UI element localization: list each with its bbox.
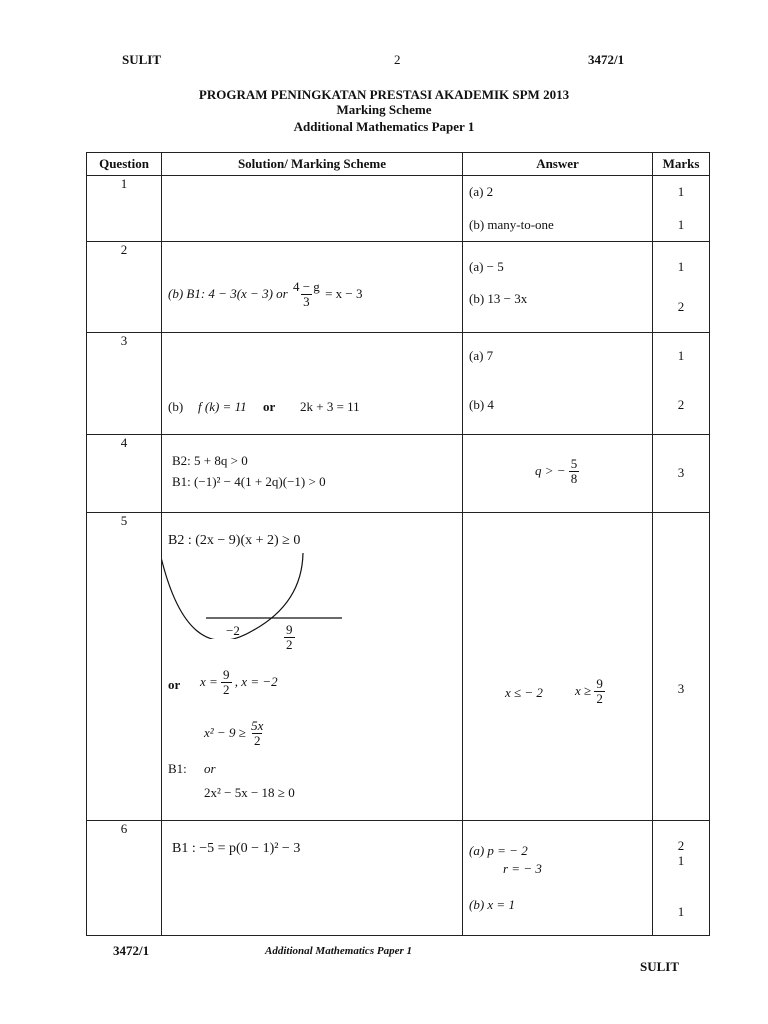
col-question: Question (87, 153, 162, 176)
answer-text: (a) p = − 2 (469, 843, 528, 858)
header-sulit: SULIT (122, 52, 162, 67)
solution-text (200, 668, 278, 698)
question-number: 6 (120, 821, 128, 836)
solution-text (168, 280, 362, 310)
fraction (249, 719, 265, 749)
question-number: 5 (120, 513, 128, 528)
fraction (221, 668, 232, 698)
table-row (87, 176, 710, 242)
answer-lhs: q > − (535, 462, 566, 478)
fraction-numerator: 9 (286, 622, 293, 637)
fraction-denominator: 2 (286, 637, 293, 653)
solution-eq: x = (200, 673, 218, 689)
col-solution: Solution/ Marking Scheme (162, 153, 463, 176)
answer-text: (b) many-to-one (469, 217, 554, 232)
solution-label: (b) (168, 399, 184, 414)
root-label: −2 (226, 623, 240, 638)
paper-title: Additional Mathematics Paper 1 (293, 119, 475, 134)
mark-value: 2 (677, 397, 685, 412)
mark-value: 1 (677, 259, 685, 274)
answer-text: (a) 2 (469, 184, 494, 199)
header-code: 3472/1 (588, 52, 625, 67)
table-row (87, 242, 710, 333)
fraction-numerator: 4 − g (292, 279, 320, 294)
answer-text: (b) 13 − 3x (469, 291, 528, 306)
mark-value: 1 (677, 853, 685, 868)
fraction-numerator: 5 (570, 456, 578, 471)
mark-value: 1 (677, 184, 685, 199)
footer-title: Additional Mathematics Paper 1 (265, 945, 412, 957)
fraction-numerator: 9 (596, 676, 603, 691)
table-row (87, 821, 710, 936)
answer-text: (a) 7 (469, 348, 494, 363)
table-row (87, 513, 710, 821)
mark-value: 3 (677, 681, 685, 696)
solution-b1: B1: (−1)² − 4(1 + 2q)(−1) > 0 (172, 474, 326, 489)
answer-text: (b) x = 1 (469, 897, 515, 912)
page-number: 2 (394, 52, 401, 67)
solution-b1: (b) B1: 4 − 3(x − 3) or (168, 285, 288, 301)
answer-text: (b) 4 (469, 397, 494, 412)
answer-text (575, 677, 605, 707)
solution-lhs: x² − 9 ≥ (204, 724, 246, 740)
fraction (594, 677, 605, 707)
fraction-denominator: 3 (303, 294, 310, 310)
question-number: 4 (120, 435, 128, 450)
solution-or: or (204, 761, 216, 776)
mark-value: 1 (677, 904, 685, 919)
mark-value: 1 (677, 348, 685, 363)
fraction-denominator: 8 (570, 471, 578, 487)
fraction (569, 457, 580, 487)
solution-or: or (168, 677, 181, 692)
solution-text: 2k + 3 = 11 (300, 399, 360, 414)
fraction (284, 623, 295, 653)
footer-sulit: SULIT (640, 959, 680, 974)
col-answer: Answer (463, 153, 653, 176)
fraction (291, 280, 322, 310)
fraction-denominator: 2 (253, 733, 261, 749)
question-number: 2 (120, 242, 128, 257)
solution-b1: B1: (168, 761, 187, 776)
solution-text: 2x² − 5x − 18 ≥ 0 (204, 785, 295, 800)
marking-scheme-table (86, 152, 710, 936)
solution-text (204, 719, 265, 749)
solution-tail: = x − 3 (325, 285, 363, 301)
table-row (87, 333, 710, 435)
fraction-numerator: 5x (251, 718, 264, 733)
mark-value: 2 (677, 299, 685, 314)
solution-text: f (k) = 11 (198, 399, 247, 414)
answer-text: x ≤ − 2 (505, 685, 543, 700)
table-row (87, 435, 710, 513)
answer-text: r = − 3 (503, 861, 542, 876)
fraction-denominator: 2 (223, 682, 230, 698)
solution-b2: B2: 5 + 8q > 0 (172, 453, 248, 468)
mark-value: 1 (677, 217, 685, 232)
footer-code: 3472/1 (113, 943, 150, 958)
mark-value: 3 (677, 465, 685, 480)
document-subtitle: Marking Scheme (336, 102, 432, 117)
answer-text: (a) − 5 (469, 259, 504, 274)
solution-b1: B1 : −5 = p(0 − 1)² − 3 (172, 841, 301, 856)
table-header-row (87, 153, 710, 176)
solution-or: or (263, 399, 276, 414)
root-label (284, 623, 295, 653)
solution-tail: , x = −2 (234, 673, 278, 689)
question-number: 3 (120, 333, 128, 348)
col-marks: Marks (653, 153, 710, 176)
question-number: 1 (120, 176, 128, 191)
answer-lhs: x ≥ (575, 682, 592, 698)
fraction-denominator: 2 (596, 691, 603, 707)
mark-value: 2 (677, 838, 685, 853)
parabola-sketch (162, 549, 362, 639)
document-title: PROGRAM PENINGKATAN PRESTASI AKADEMIK SPM 2013 (198, 87, 570, 102)
solution-b2: B2 : (2x − 9)(x + 2) ≥ 0 (168, 533, 301, 548)
fraction-numerator: 9 (223, 667, 230, 682)
answer-text (535, 457, 579, 487)
